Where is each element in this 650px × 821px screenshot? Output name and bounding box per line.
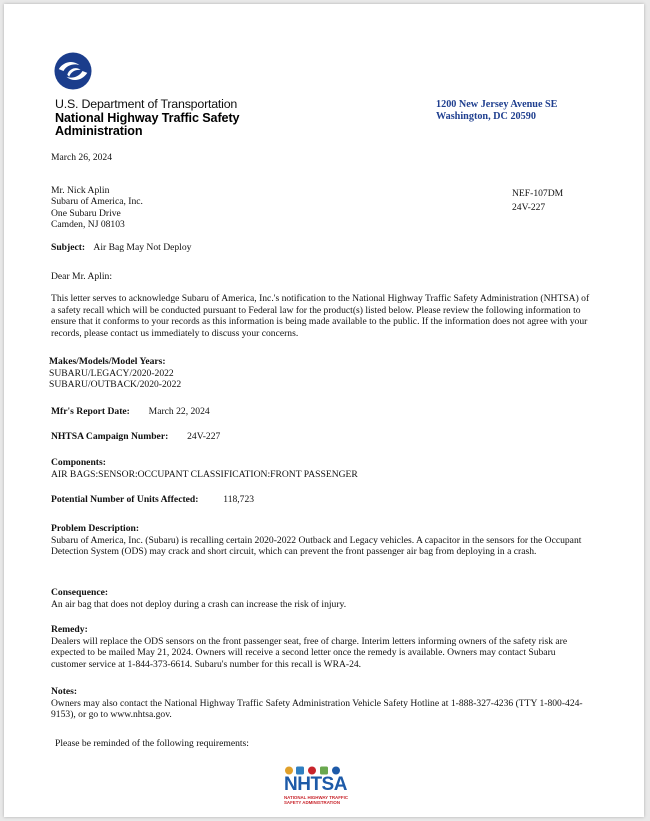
recipient-block bbox=[51, 185, 143, 231]
components-label: Components: bbox=[51, 457, 106, 468]
makes-section bbox=[49, 356, 181, 391]
consequence-text: An air bag that does not deploy during a crash can increase the risk of injury. bbox=[51, 598, 347, 610]
nhtsa-tagline-1: NATIONAL HIGHWAY TRAFFIC bbox=[284, 795, 348, 800]
subject-line bbox=[51, 242, 191, 254]
report-date-label: Mfr's Report Date: bbox=[51, 406, 130, 417]
agency-line-1: National Highway Traffic Safety bbox=[55, 111, 240, 125]
reminder-line: Please be reminded of the following requirements: bbox=[55, 738, 249, 749]
department-name: U.S. Department of Transportation bbox=[55, 97, 238, 111]
makes-label: Makes/Models/Model Years: bbox=[49, 356, 166, 367]
units-value: 118,723 bbox=[223, 494, 255, 505]
problem-section bbox=[51, 523, 591, 558]
recipient-street: One Subaru Drive bbox=[51, 207, 121, 219]
subject-value: Air Bag May Not Deploy bbox=[93, 242, 192, 253]
remedy-label: Remedy: bbox=[51, 624, 88, 635]
report-date-row bbox=[51, 406, 210, 418]
agency-name bbox=[55, 112, 239, 138]
subject-label: Subject: bbox=[51, 242, 86, 253]
consequence-section bbox=[51, 587, 591, 610]
recipient-company: Subaru of America, Inc. bbox=[51, 196, 143, 208]
agency-line-2: Administration bbox=[55, 124, 143, 138]
makes-item: SUBARU/LEGACY/2020-2022 bbox=[49, 367, 174, 379]
dot-logo-icon bbox=[54, 52, 92, 90]
intro-paragraph: This letter serves to acknowledge Subaru of America, Inc.'s notification to the National Highway Traffic Safety Administration (NHTSA) of a safety recall which will be conducted pursuant to Federal law for the product(s) listed below. Please review the following information to ensure that it conforms to your records as this information is being made available to the public. If the information does not agree with your records, please contact us immediately to discuss your concerns. bbox=[51, 293, 590, 339]
makes-item: SUBARU/OUTBACK/2020-2022 bbox=[49, 379, 182, 391]
campaign-value: 24V-227 bbox=[187, 431, 221, 442]
report-date-value: March 22, 2024 bbox=[148, 406, 210, 417]
notes-section bbox=[51, 686, 591, 721]
letter-page bbox=[4, 4, 644, 817]
remedy-text: Dealers will replace the ODS sensors on the front passenger seat, free of charge. Interim letters informing owners of the safety risk are expected to be mailed May 21, 2024. Owners will receive a second letter once the remedy is available. Owners may contact Subaru customer service at 1-844-373-6614. Subaru's number for this recall is WRA-24. bbox=[51, 635, 568, 670]
address-line-1: 1200 New Jersey Avenue SE bbox=[436, 99, 558, 110]
salutation: Dear Mr. Aplin: bbox=[51, 271, 113, 282]
letter-date: March 26, 2024 bbox=[51, 152, 113, 163]
address-line-2: Washington, DC 20590 bbox=[436, 111, 536, 122]
address-block bbox=[436, 99, 557, 123]
units-label: Potential Number of Units Affected: bbox=[51, 494, 199, 505]
reference-codes bbox=[512, 187, 563, 215]
nhtsa-wordmark: NHTSA bbox=[284, 774, 347, 795]
problem-text: Subaru of America, Inc. (Subaru) is recalling certain 2020-2022 Outback and Legacy vehicles. A capacitor in the sensors for the Occupant Detection System (ODS) may crack and short circuit, which can prevent the front passenger air bag from deploying in a crash. bbox=[51, 534, 582, 558]
nhtsa-tagline-2: SAFETY ADMINISTRATION bbox=[284, 800, 341, 805]
notes-text: Owners may also contact the National Highway Traffic Safety Administration Vehicle Safety Hotline at 1-888-327-4236 (TTY 1-800-424-9153), or go to www.nhtsa.gov. bbox=[51, 697, 583, 721]
components-section bbox=[51, 457, 358, 480]
consequence-label: Consequence: bbox=[51, 587, 109, 598]
nhtsa-logo bbox=[276, 766, 354, 808]
components-value: AIR BAGS:SENSOR:OCCUPANT CLASSIFICATION:FRONT PASSENGER bbox=[51, 468, 358, 480]
problem-label: Problem Description: bbox=[51, 523, 140, 534]
recipient-name: Mr. Nick Aplin bbox=[51, 185, 110, 196]
recipient-city: Camden, NJ 08103 bbox=[51, 219, 125, 231]
campaign-label: NHTSA Campaign Number: bbox=[51, 431, 169, 442]
reference-code-2: 24V-227 bbox=[512, 202, 546, 213]
reference-code-1: NEF-107DM bbox=[512, 188, 564, 199]
campaign-row bbox=[51, 431, 220, 443]
notes-label: Notes: bbox=[51, 686, 78, 697]
units-row bbox=[51, 494, 254, 506]
remedy-section bbox=[51, 624, 591, 670]
